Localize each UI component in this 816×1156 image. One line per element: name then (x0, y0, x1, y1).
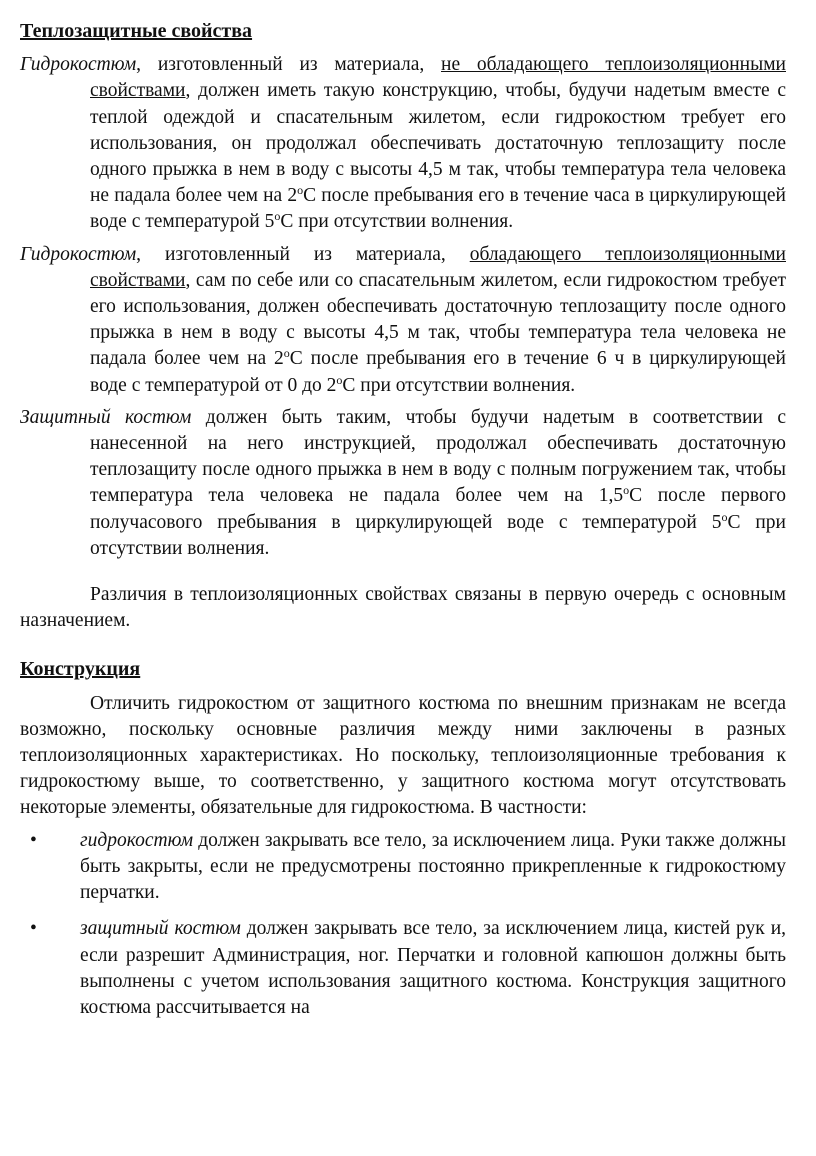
text-fragment: , должен иметь такую конструкцию, чтобы, будучи надетым вместе с теплой одеждой и спасательным жилетом, если гидрокостюм требует его использования, он продолжал обеспечивать достаточную теплозащиту после одного прыжка в нем в воду с высоты 4,5 м так, чтобы температура тела человека не падала более чем на 2 (90, 80, 786, 207)
list-item-text: должен закрывать все тело, за исключением лица. Руки также должны быть закрыты, если не предусмотрены постоянно прикрепленные к гидрокостюму перчатки. (80, 829, 786, 904)
underlined-phrase: обладающего теплоизоляционными свойствами (90, 243, 786, 291)
text-fragment: , сам по себе или со спасательным жилетом, если гидрокостюм требует его использования, должен обеспечивать достаточную теплозащиту после одного прыжка в нем в воду с высоты 4,5 м так, чтобы температура тела человека не падала более чем на 2 (90, 269, 786, 370)
summary-paragraph: Различия в теплоизоляционных свойствах связаны в первую очередь с основным назначением. (20, 584, 786, 632)
text-fragment: , изготовленный из материала, (136, 243, 470, 265)
degree-mark: o (274, 209, 281, 224)
construction-intro-paragraph: Отличить гидрокостюм от защитного костюма по внешним признакам не всегда возможно, поскольку основные различия между ними заключены в разных теплоизоляционных характеристиках. Но поскольку, теплоизоляционные требования к гидрокостюму выше, то соответственно, у защитного костюма могут отсутствовать некоторые элементы, обязательные для гидрокостюма. В частности: (20, 692, 786, 819)
definition-immersion-suit-insulated (20, 242, 786, 399)
text-fragment: С при отсутствии волнения. (342, 374, 576, 396)
text-fragment: С при отсутствии волнения. (280, 211, 514, 233)
text-fragment: , изготовленный из материала, (136, 54, 442, 76)
term-protective-suit: защитный костюм (80, 918, 241, 940)
degree-mark: o (283, 346, 290, 361)
term-immersion-suit: Гидрокостюм (20, 54, 137, 76)
construction-bullet-list (20, 828, 786, 1021)
underlined-phrase: не обладающего теплоизоляционными свойствами (90, 54, 786, 102)
term-immersion-suit: Гидрокостюм (20, 243, 137, 265)
definition-protective-suit (20, 405, 786, 562)
degree-mark: o (721, 509, 728, 524)
text-fragment: С после первого получасового пребывания в циркулирующей воде с температурой 5 (90, 485, 786, 533)
spacer (20, 568, 786, 582)
degree-mark: o (336, 372, 343, 387)
term-immersion-suit: гидрокостюм (80, 829, 194, 851)
list-item-text: должен закрывать все тело, за исключением лица, кистей рук и, если разрешит Администрация, ног. Перчатки и головной капюшон должны быть выполнены с учетом использования защитного костюма. Конструкция защитного костюма рассчитывается на (80, 918, 787, 1018)
bullet-icon: • (30, 829, 37, 851)
section-heading-construction: Конструкция (20, 658, 141, 681)
term-protective-suit: Защитный костюм (20, 406, 192, 428)
text-fragment: С после пребывания его в течение 6 ч в циркулирующей воде с температурой от 0 до 2 (90, 348, 786, 396)
text-fragment: должен быть таким, чтобы будучи надетым в соответствии с нанесенной на него инструкцией, продолжал обеспечивать достаточную теплозащиту после одного прыжка в нем в воду с полным погружением так, чтобы температура тела человека не падала более чем на 1,5 (90, 406, 786, 507)
degree-mark: o (623, 483, 630, 498)
definition-immersion-suit-non-insulated (20, 52, 786, 235)
degree-mark: o (297, 183, 304, 198)
text-fragment: С после пребывания его в течение часа в циркулирующей воде с температурой 5 (90, 185, 786, 233)
spacer (20, 634, 786, 656)
list-item (20, 916, 786, 1021)
list-item (20, 828, 786, 907)
text-fragment: С при отсутствии волнения. (90, 511, 786, 559)
section-heading-thermal: Теплозащитные свойства (20, 20, 253, 42)
bullet-icon: • (30, 918, 37, 940)
